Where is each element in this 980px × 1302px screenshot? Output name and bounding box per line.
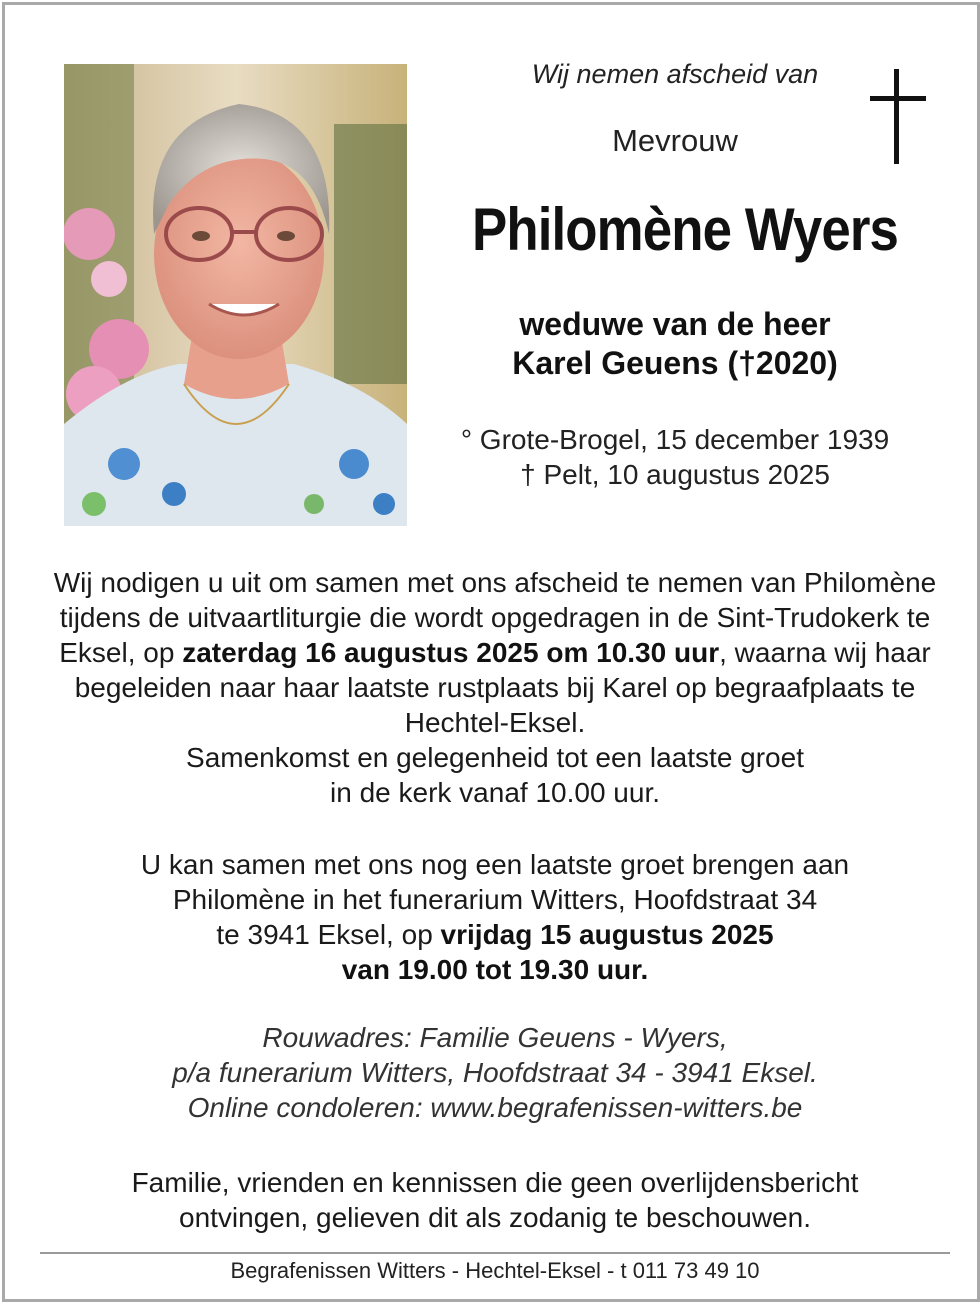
footer-divider (40, 1252, 950, 1254)
address-line-2: p/a funerarium Witters, Hoofdstraat 34 - 3941 Eksel. (172, 1057, 818, 1088)
gathering-line-1: Samenkomst en gelegenheid tot een laatste groet (186, 742, 804, 773)
notice-paragraph (35, 1165, 955, 1235)
widow-of (435, 305, 915, 383)
address-line-1: Rouwadres: Familie Geuens - Wyers, (262, 1022, 728, 1053)
gathering-line-2: in de kerk vanaf 10.00 uur. (330, 777, 660, 808)
death-date: † Pelt, 10 augustus 2025 (520, 459, 830, 490)
funeral-date-time: zaterdag 16 augustus 2025 om 10.30 uur (182, 637, 720, 668)
birth-date: ° Grote-Brogel, 15 december 1939 (460, 424, 890, 455)
cross-icon (870, 69, 926, 164)
obituary-card (2, 2, 980, 1302)
notice-line-1: Familie, vrienden en kennissen die geen overlijdensbericht (131, 1167, 859, 1198)
notice-line-2: ontvingen, gelieven dit als zodanig te beschouwen. (179, 1202, 811, 1233)
viewing-time: van 19.00 tot 19.30 uur. (341, 954, 649, 985)
widow-line-2: Karel Geuens (†2020) (512, 345, 838, 381)
deceased-name: Philomène Wyers (471, 196, 898, 263)
condolence-link[interactable]: Online condoleren: www.begrafenissen-witters.be (187, 1092, 803, 1123)
funeral-text-2: , waarna wij haar begeleiden naar haar laatste rustplaats bij Karel op begraafplaats te Hechtel-Eksel. (74, 637, 931, 738)
intro-text: Wij nemen afscheid van (531, 59, 819, 89)
viewing-paragraph (35, 847, 955, 987)
funeral-text-1: Wij nodigen u uit om samen met ons afscheid te nemen van Philomène tijdens de uitvaartliturgie die wordt opgedragen in de Sint-Trudokerk te Eksel, op (53, 567, 937, 668)
viewing-line-2: Philomène in het funerarium Witters, Hoofdstraat 34 (172, 884, 818, 915)
viewing-date: vrijdag 15 augustus 2025 (440, 919, 774, 950)
life-dates (415, 422, 935, 492)
viewing-line-1: U kan samen met ons nog een laatste groet brengen aan (140, 849, 850, 880)
mourning-address (35, 1020, 955, 1125)
viewing-line-3: te 3941 Eksel, op (216, 919, 441, 950)
portrait-photo (64, 64, 407, 526)
funeral-home-footer: Begrafenissen Witters - Hechtel-Eksel - t 011 73 49 10 (230, 1258, 760, 1283)
honorific: Mevrouw (612, 123, 738, 158)
widow-line-1: weduwe van de heer (519, 306, 831, 342)
funeral-paragraph (35, 565, 955, 810)
